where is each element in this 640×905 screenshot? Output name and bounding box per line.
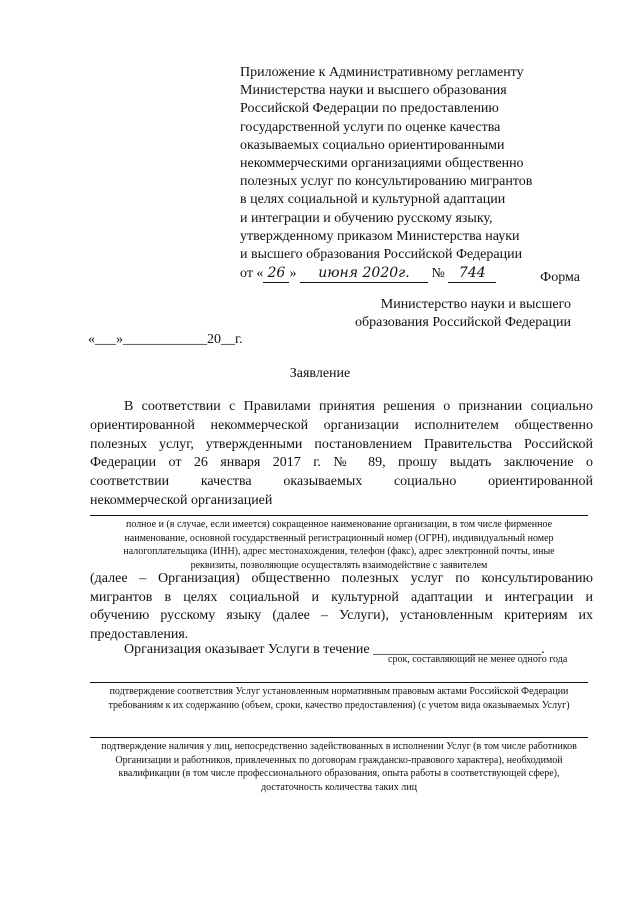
- body-line: некоммерческой организацией: [90, 492, 273, 508]
- body-line: обучению русскому языку (далее – Услуги), установленным критериям их: [90, 608, 593, 624]
- handwritten-day: 26: [263, 264, 289, 283]
- handwritten-number: 744: [448, 264, 496, 283]
- number-prefix: №: [431, 266, 445, 282]
- body-line: полезных услуг, утвержденными постановлением Правительства Российской: [90, 436, 593, 452]
- compliance-field-note: подтверждение соответствия Услуг установленным нормативным правовым актами Российской Федерации требованиям к их содержанию (объем, сроки, качество предоставления) (с учетом вида оказываемых Услуг): [108, 686, 570, 711]
- appendix-line: Российской Федерации по предоставлению: [240, 101, 499, 117]
- addressee-line: Министерство науки и высшего: [380, 297, 571, 312]
- document-title: Заявление: [289, 366, 351, 381]
- staff-field-note: подтверждение наличия у лиц, непосредственно задействованных в исполнении Услуг (в том числе работников Организации и работников, привлеченных по договорам гражданско-правового характера), необходимой квалификации (в том числе профессионального образования, опыта работы в соответствующей сфере), достаточность количества таких лиц: [101, 741, 577, 793]
- compliance-field-line[interactable]: [90, 682, 588, 683]
- handwritten-month-year: июня 2020г.: [300, 264, 428, 283]
- body-paragraph-2: [90, 570, 593, 644]
- service-period-note: срок, составляющий не менее одного года: [388, 654, 568, 665]
- appendix-line: и интеграции и обучению русскому языку,: [240, 210, 493, 226]
- appendix-line: Министерства науки и высшего образования: [240, 83, 507, 99]
- body-line: (далее – Организация) общественно полезных услуг по консультированию: [90, 571, 593, 586]
- body-line: мигрантов в целях социальной и культурной адаптации и интеграции и: [90, 589, 593, 605]
- staff-field-line[interactable]: [90, 737, 588, 738]
- appendix-line: некоммерческими организациями общественно: [240, 156, 524, 172]
- appendix-line: полезных услуг по консультированию мигрантов: [240, 174, 533, 190]
- form-label: Форма: [540, 270, 580, 285]
- addressee-line: образования Российской Федерации: [355, 315, 571, 330]
- body-line: ориентированной некоммерческой организации исполнителем общественно: [90, 417, 593, 433]
- appendix-line: и высшего образования Российской Федерации: [240, 247, 523, 263]
- application-date-field[interactable]: «___»____________20__г.: [88, 332, 243, 347]
- addressee: [355, 296, 571, 332]
- organization-field-note: полное и (в случае, если имеется) сокращенное наименование организации, в том числе фирменное наименование, основной государственный регистрационный номер (ОГРН), индивидуальный номер налогоплательщика (ИНН), адрес местонахождения, телефон (факс), адрес электронной почты, иные реквизиты, позволяющие осуществлять взаимодействие с заявителем: [123, 519, 555, 571]
- appendix-line: в целях социальной и культурной адаптации: [240, 192, 506, 208]
- appendix-line: государственной услуги по оценке качества: [240, 119, 501, 135]
- service-period-field[interactable]: Организация оказывает Услуги в течение ________________________.: [124, 642, 545, 657]
- organization-field-line[interactable]: [90, 515, 588, 516]
- order-date-line: от « 26 » июня 2020г. № 744: [240, 264, 532, 283]
- body-line: Федерации от 26 января 2017 г. № 89, прошу выдать заключение о: [90, 455, 593, 471]
- body-paragraph: [90, 398, 593, 511]
- appendix-line: Приложение к Административному регламенту: [240, 65, 524, 80]
- body-line: предоставления.: [90, 626, 189, 642]
- appendix-line: утвержденному приказом Министерства науки: [240, 228, 520, 244]
- appendix-header: [240, 64, 532, 283]
- date-prefix: от «: [240, 266, 264, 282]
- appendix-line: оказываемых социально ориентированными: [240, 137, 505, 153]
- body-line: В соответствии с Правилами принятия решения о признании социально: [124, 399, 593, 414]
- body-line: соответствии качества оказываемых социально ориентированной: [90, 474, 593, 490]
